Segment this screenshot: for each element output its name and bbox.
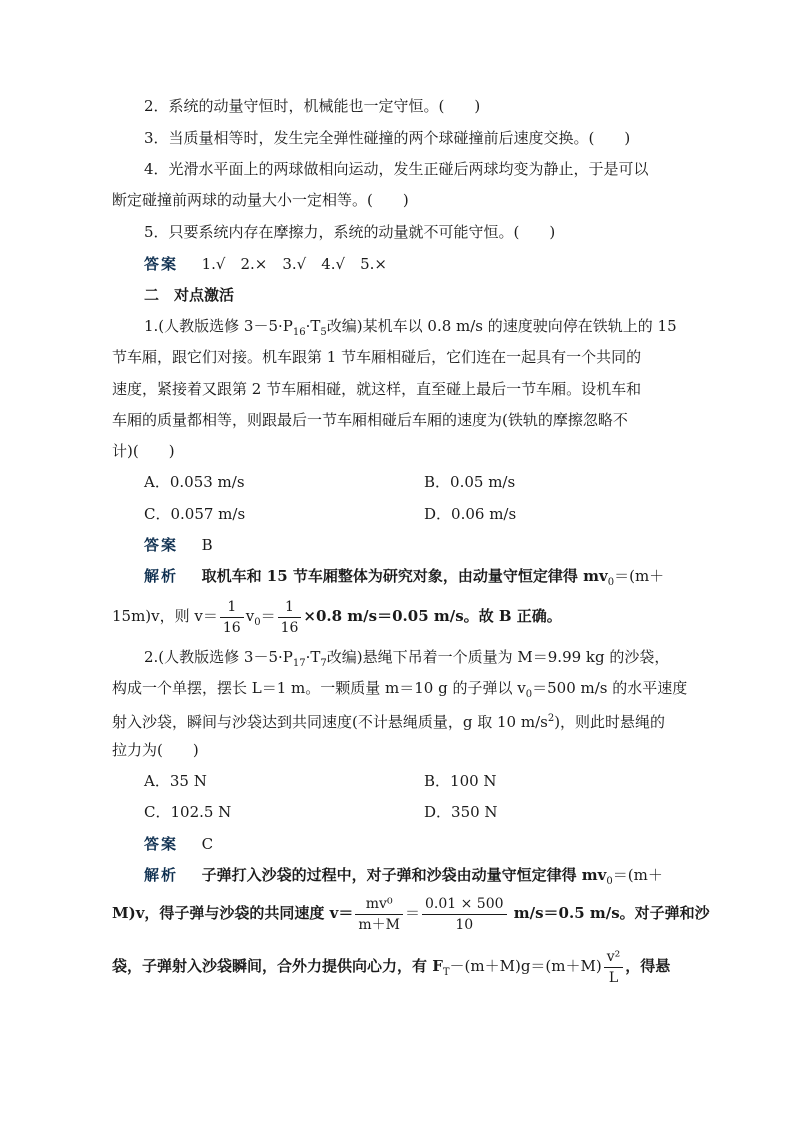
answer-tag: 答案 <box>144 255 179 273</box>
p1-option-d: D．0.06 m/s <box>424 505 517 523</box>
p1-line3: 速度，紧接着又跟第 2 节车厢相碰，就这样，直至碰上最后一节车厢。设机车和 <box>112 380 642 398</box>
p1-answer <box>0 535 794 555</box>
p1-option-c: C．0.057 m/s <box>144 505 246 523</box>
judge-q4-line2: 断定碰撞前两球的动量大小一定相等。( ) <box>112 191 409 209</box>
p2-analysis-line2: M)v，得子弹与沙袋的共同速度 v＝ $\frac{\text{mv⁰}}{m+M}$ ＝ $\frac{0.01 \times 500}{10}$ m/s＝0.5 m/s。对子弹和沙 <box>112 895 710 933</box>
p2-option-c: C．102.5 N <box>144 803 232 821</box>
fraction: $\frac{1}{16}$ <box>220 597 244 638</box>
p2-option-b: B．100 N <box>424 772 497 790</box>
judge-q5: 5．只要系统内存在摩擦力，系统的动量就不可能守恒。( ) <box>144 223 556 241</box>
p2-line4: 拉力为( ) <box>112 741 199 759</box>
p2-analysis-line3: 袋，子弹射入沙袋瞬间，合外力提供向心力，有 $F_T-(m+M)g=(m+M)$ $\frac{\text{v²}}{L}$ ，得悬 <box>112 948 671 986</box>
analysis-tag: 解析 <box>144 567 179 585</box>
answer-tag: 答案 <box>144 536 179 554</box>
p2-line1: 2.(人教版选修 $3-5\cdot P_{17}\cdot T_7$改编)悬绳下吊着一个质量为 M＝9.99 kg 的沙袋， <box>144 648 670 669</box>
p1-analysis-line1: 解析 取机车和 15 节车厢整体为研究对象，由动量守恒定律得 $mv_0=(m+$ <box>144 567 665 588</box>
p2-analysis-line1: 解析 子弹打入沙袋的过程中，对子弹和沙袋由动量守恒定律得 $mv_0=(m+$ <box>144 866 663 887</box>
p2-line2: 构成一个单摆，摆长 L＝1 m。一颗质量 m＝10 g 的子弹以 $v_0=500$ m/s 的水平速度 <box>112 679 688 700</box>
p2-option-d: D．350 N <box>424 803 498 821</box>
p1-analysis-line2: 15m)v，则 v＝ $\frac{1}{16}$ $v_0=$ $\frac{1}{16}$ ×0.8 m/s＝0.05 m/s。故 B 正确。 <box>112 598 562 636</box>
fraction: $\frac{1}{16}$ <box>278 597 302 638</box>
analysis-tag: 解析 <box>144 866 179 884</box>
judge-q2: 2．系统的动量守恒时，机械能也一定守恒。( ) <box>144 97 481 115</box>
fraction: $\frac{0.01 \times 500}{10}$ <box>422 894 507 935</box>
p1-line1: 1.(人教版选修 $3-5\cdot P_{16}\cdot T_5$改编)某机车以 0.8 m/s 的速度驶向停在铁轨上的 15 <box>144 317 677 338</box>
p2-line3: 射入沙袋，瞬间与沙袋达到共同速度(不计悬绳质量，g 取 10 $m/s^2$)，则此时悬绳的 <box>112 713 666 731</box>
answer-text: B <box>201 536 213 554</box>
fraction: $\frac{\text{v²}}{L}$ <box>604 947 624 988</box>
p1-line2: 节车厢，跟它们对接。机车跟第 1 节车厢相碰后，它们连在一起具有一个共同的 <box>112 348 642 366</box>
p1-line4: 车厢的质量都相等，则跟最后一节车厢相碰后车厢的速度为(铁轨的摩擦忽略不 <box>112 411 628 429</box>
fraction: $\frac{\text{mv⁰}}{m+M}$ <box>355 894 403 935</box>
judge-q4-line1: 4．光滑水平面上的两球做相向运动，发生正碰后两球均变为静止，于是可以 <box>144 160 649 178</box>
answer-text: C <box>201 835 214 853</box>
section-title: 二 对点激活 <box>144 286 235 304</box>
judge-q3: 3．当质量相等时，发生完全弹性碰撞的两个球碰撞前后速度交换。( ) <box>144 129 631 147</box>
answer-text: 1.√ 2.× 3.√ 4.√ 5.× <box>201 255 387 273</box>
p1-option-b: B．0.05 m/s <box>424 473 516 491</box>
judge-answer <box>0 254 794 274</box>
p1-line5: 计)( ) <box>112 442 175 460</box>
p2-option-a: A．35 N <box>144 772 207 790</box>
answer-tag: 答案 <box>144 835 179 853</box>
p1-option-a: A．0.053 m/s <box>144 473 245 491</box>
p2-answer <box>0 834 794 854</box>
